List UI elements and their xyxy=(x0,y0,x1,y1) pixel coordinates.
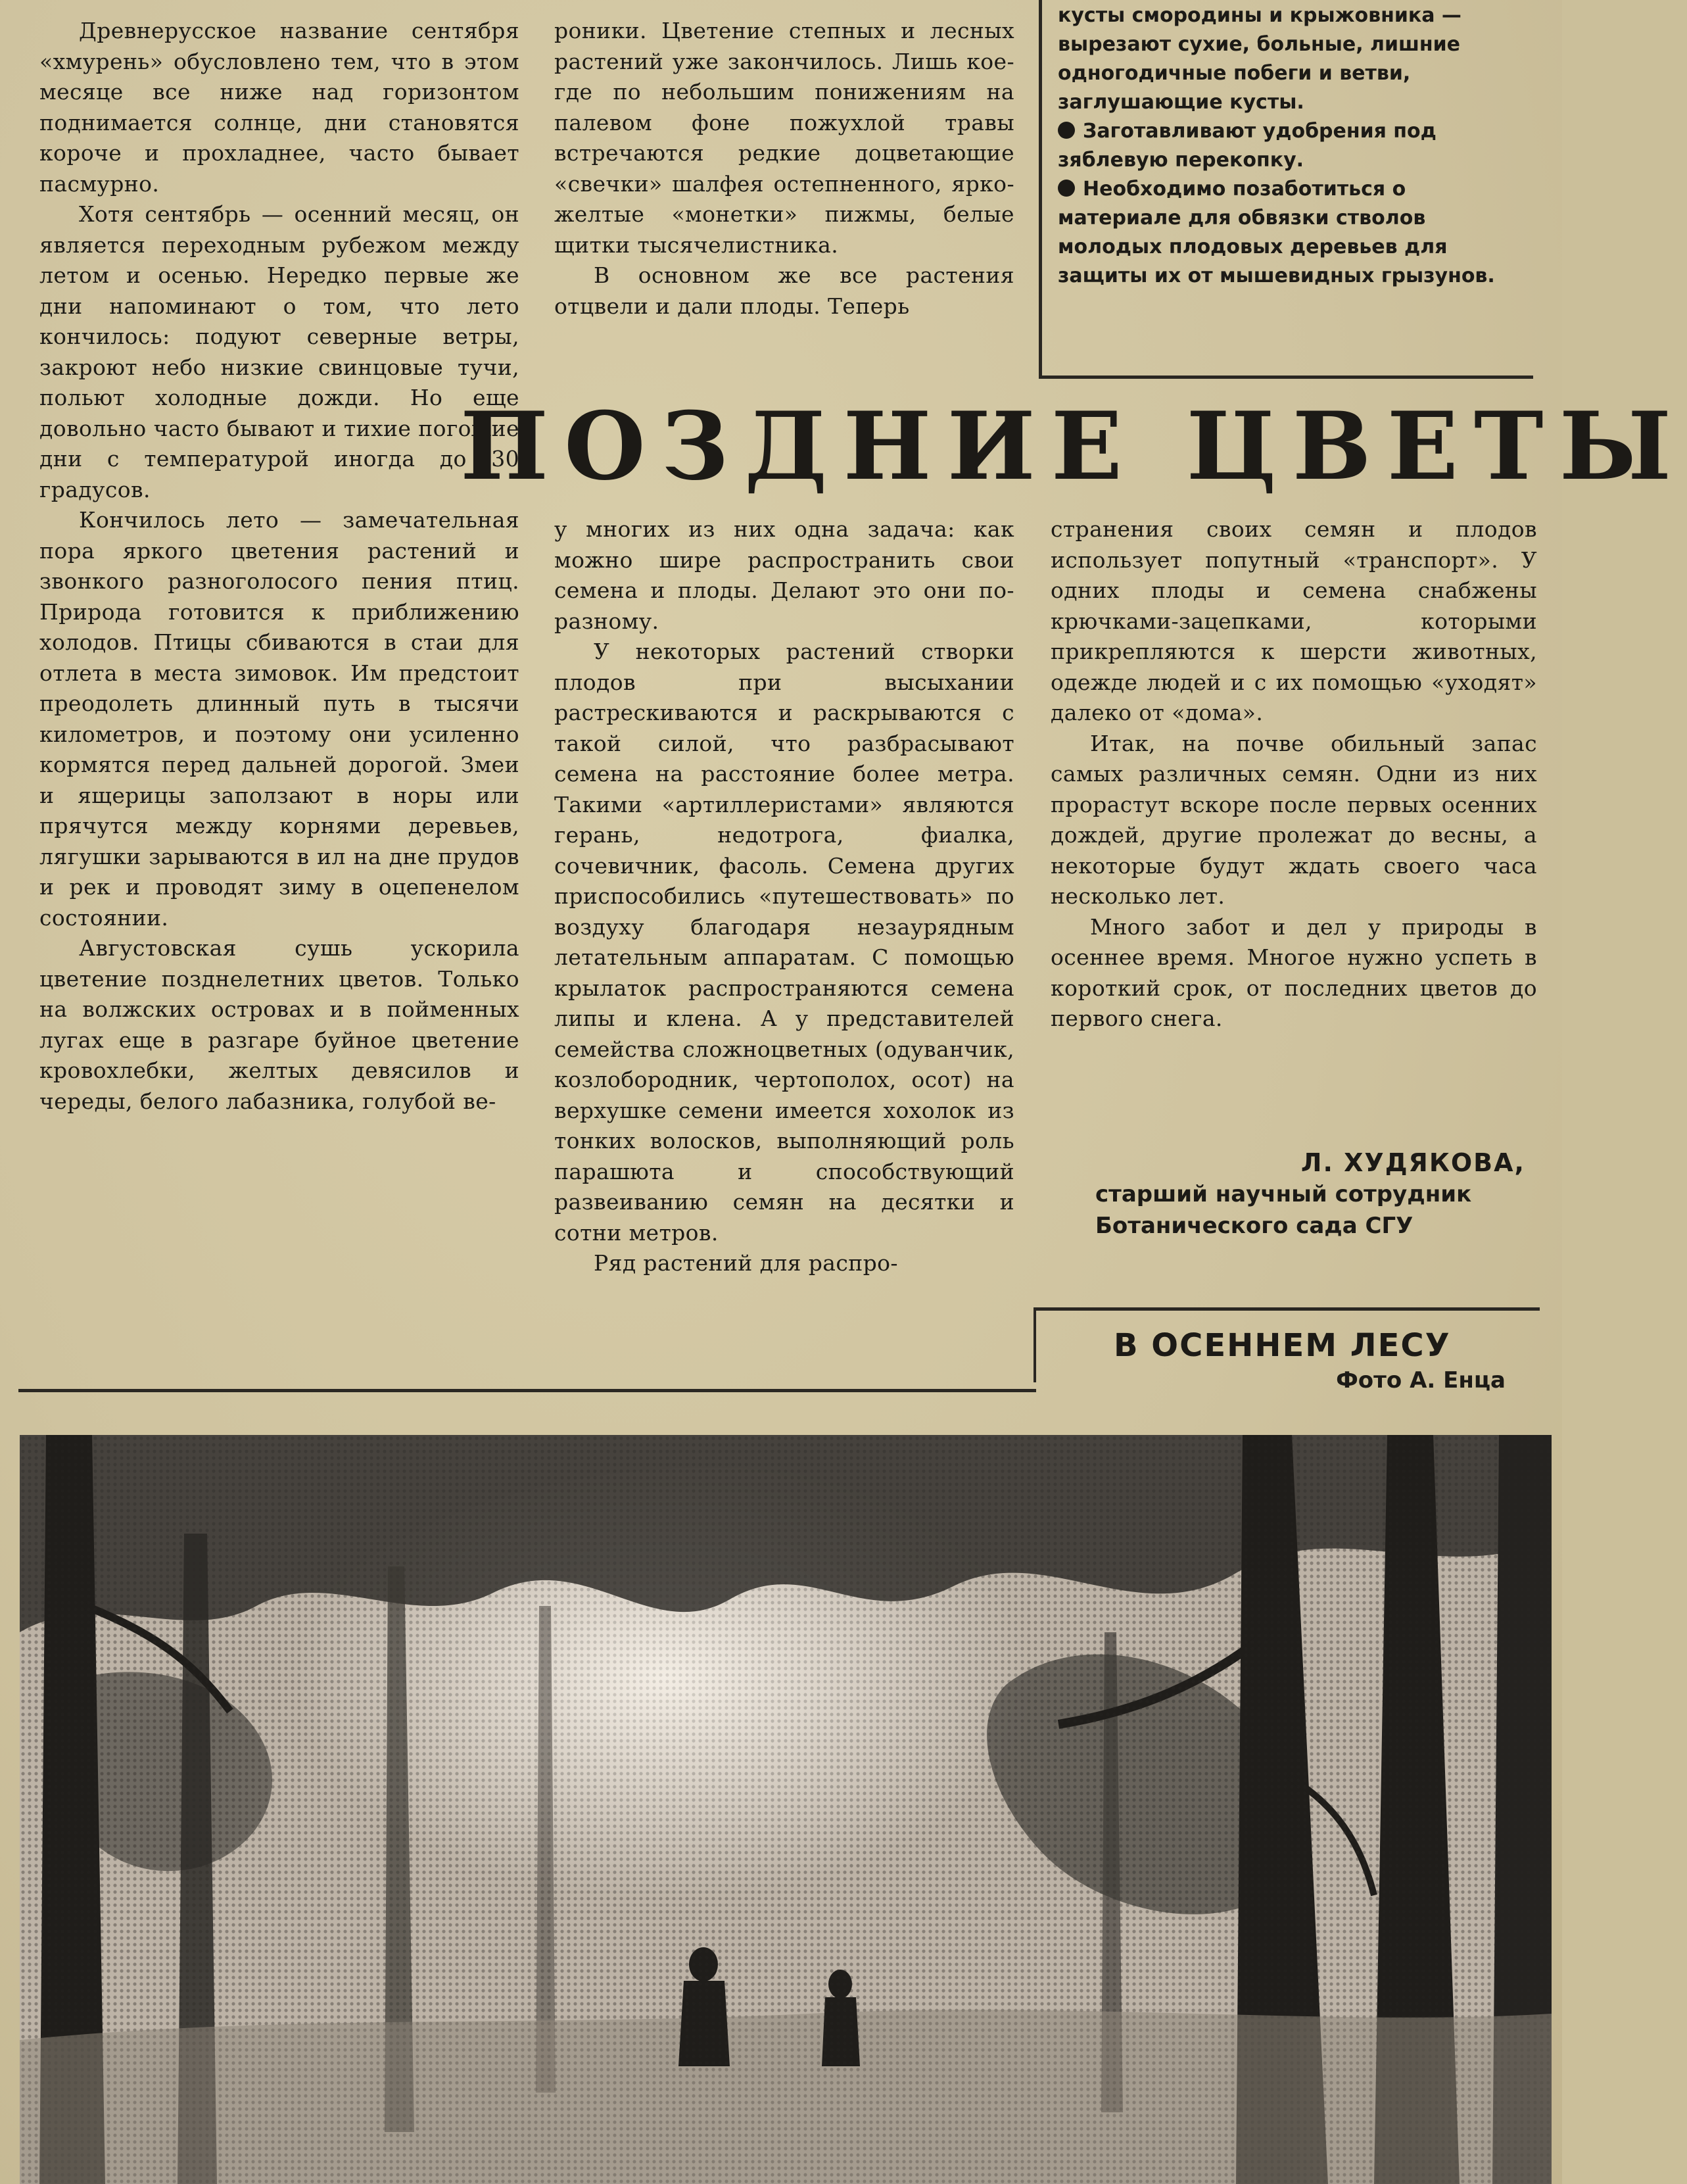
tip-text: Заготавливают удобрения под зяблевую перекопку. xyxy=(1058,120,1437,172)
author-name: Л. ХУДЯКОВА, xyxy=(1300,1148,1525,1177)
photo-caption xyxy=(1111,1326,1532,1395)
article-paragraph: у многих из них одна задача: как можно шире распространить свои семена и плоды. Делают это они по-разному. xyxy=(554,516,1014,634)
article-bottom-rule xyxy=(18,1389,1036,1392)
article-paragraph: Итак, на почве обильный запас самых различных семян. Одни из них прорастут вскоре после первых осенних дождей, другие пролежат до весны, а некоторые будут ждать своего часа несколько лет. xyxy=(1051,730,1537,909)
tip-item xyxy=(1058,175,1527,291)
caption-vertical-rule xyxy=(1034,1309,1036,1382)
article-paragraph: Кончилось лето — замечательная пора яркого цветения растений и звонкого разноголосого пения птиц. Природа готовится к приближению холодов. Птицы сбиваются в стаи для отлета в места зимовок. Им предстоит преодолеть длинный путь в тысячи километров, и поэтому они усиленно кормятся перед дальней дорогой. Змеи и ящерицы заползают в норы или прячутся между корнями деревьев, лягушки зарываются в ил на дне прудов и рек и проводят зиму в оцепенелом состоянии. xyxy=(39,507,519,931)
article-paragraph: странения своих семян и плодов использует попутный «транспорт». У одних плоды и семена снабжены крючками-зацепками, которыми прикрепляются к шерсти животных, одежде людей и с их помощью «уходят» далеко от «дома». xyxy=(1051,516,1537,725)
photo-caption-title: В ОСЕННЕМ ЛЕСУ xyxy=(1114,1327,1451,1364)
article-column-3 xyxy=(1051,514,1537,1034)
bullet-icon xyxy=(1058,122,1075,139)
article-column-2-top xyxy=(554,16,1014,322)
tip-item xyxy=(1058,117,1527,175)
photo-credit: Фото А. Енца xyxy=(1336,1367,1506,1394)
article-paragraph: Много забот и дел у природы в осеннее время. Многое нужно успеть в короткий срок, от последних цветов до первого снега. xyxy=(1051,913,1537,1031)
author-signature xyxy=(1091,1147,1545,1242)
tip-lead-text: кусты смородины и крыжовника — вырезают сухие, больные, лишние одногодичные побеги и ветви, заглушающие кусты. xyxy=(1058,4,1461,114)
article-paragraph: Августовская сушь ускорила цветение позднелетних цветов. Только на волжских островах и в пойменных лугах еще в разгаре буйное цветение кровохлебки, желтых девясилов и череды, белого лабазника, голубой ве- xyxy=(39,935,519,1114)
author-role: старший научный сотрудник Ботанического сада СГУ xyxy=(1095,1181,1472,1239)
bullet-icon xyxy=(1058,180,1075,197)
article-paragraph: У некоторых растений створки плодов при высыхании растрескиваются и раскрываются с такой силой, что разбрасывают семена на расстояние более метра. Такими «артиллеристами» являются герань, недотрога, фиалка, сочевичник, фасоль. Семена других приспособились «путешествовать» по воздуху благодаря незаурядным летательным аппаратам. С помощью крылаток распространяются семена липы и клена. А у представителей семейства сложноцветных (одуванчик, козлобородник, чертополох, осот) на верхушке семени имеется хохолок из тонких волосков, выполняющий роль парашюта и способствующий развеиванию семян на десятки и сотни метров. xyxy=(554,639,1014,1246)
article-column-1 xyxy=(39,16,519,1117)
article-paragraph: Ряд растений для распро- xyxy=(594,1250,898,1276)
autumn-forest-photo xyxy=(20,1435,1552,2184)
article-paragraph: Хотя сентябрь — осенний месяц, он является переходным рубежом между летом и осенью. Нередко первые же дни напоминают о том, что лето кончилось: подуют северные ветры, закроют небо низкие свинцовые тучи, польют холодные дожди. Но еще довольно часто бывают и тихие погожие дни с температурой иногда до 30 градусов. xyxy=(39,201,519,502)
caption-top-rule xyxy=(1034,1307,1540,1311)
article-column-2-bottom xyxy=(554,514,1014,1279)
article-paragraph: Древнерусское название сентября «хмурень» обусловлено тем, что в этом месяце все ниже над горизонтом поднимается солнце, дни становятся короче и прохладнее, часто бывает пасмурно. xyxy=(39,18,519,197)
article-paragraph: В основном же все растения отцвели и дали плоды. Теперь xyxy=(554,262,1014,319)
tip-text: Необходимо позаботиться о материале для обвязки стволов молодых плодовых деревьев для защиты их от мышевидных грызунов. xyxy=(1058,178,1495,287)
article-headline: ПОЗДНИЕ ЦВЕТЫ xyxy=(460,392,1687,501)
article-paragraph: роники. Цветение степных и лесных растений уже закончилось. Лишь кое-где по небольшим понижениям на палевом фоне пожухлой травы встречаются редкие доцветающие «свечки» шалфея остепненного, ярко-желтые «монетки» пижмы, белые щитки тысячелистника. xyxy=(554,18,1014,258)
gardening-tips-box xyxy=(1039,0,1533,379)
